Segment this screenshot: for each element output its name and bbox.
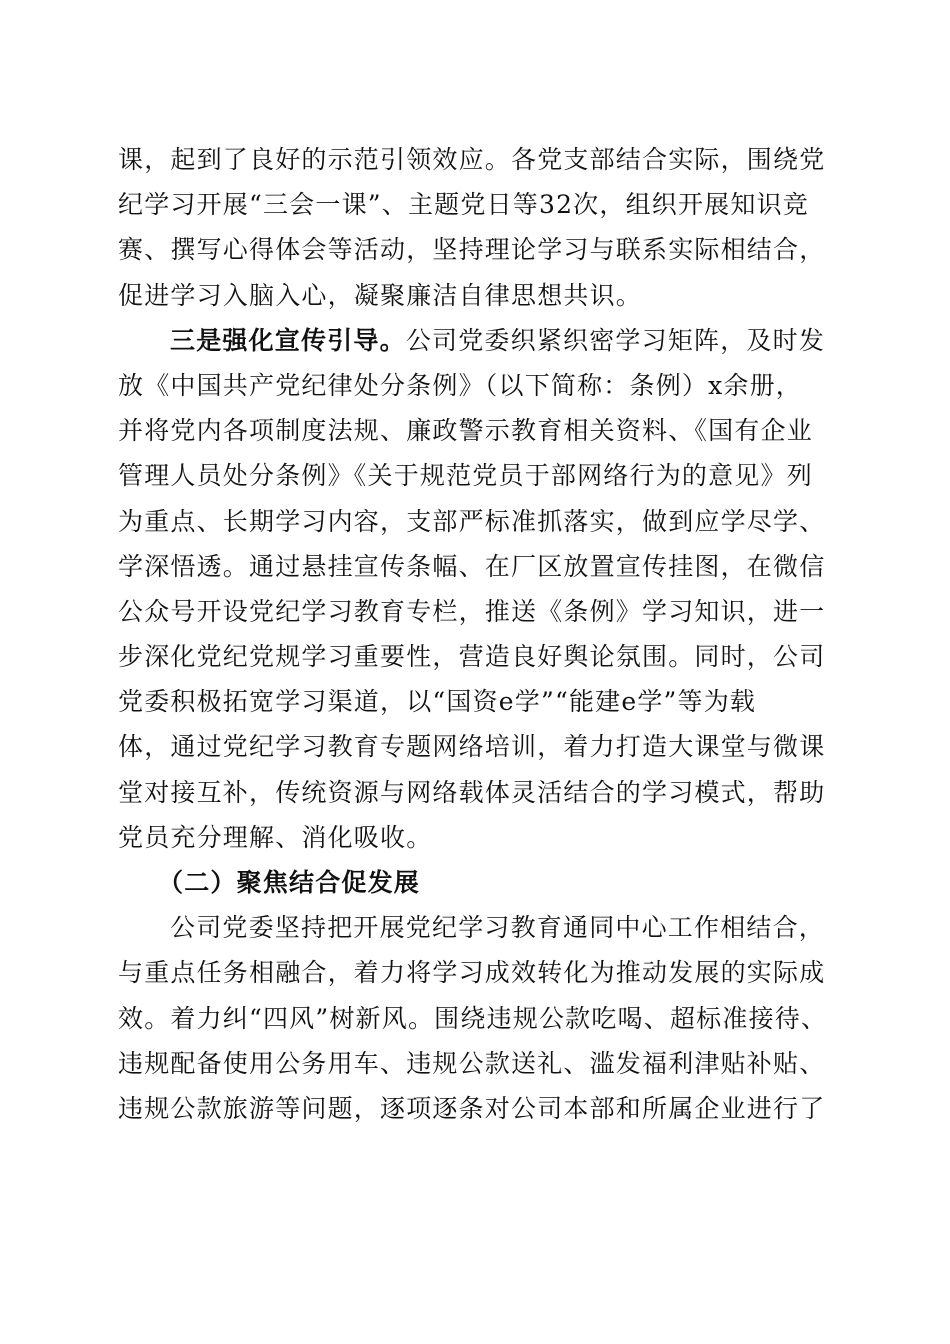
text-line: 步深化党纪党规学习重要性，营造良好舆论氛围。同时，公司 xyxy=(118,642,826,672)
text-line: 促进学习入脑入心，凝聚廉洁自律思想共识。 xyxy=(118,280,643,310)
text-line: 赛、撰写心得体会等活动，坚持理论学习与联系实际相结合， xyxy=(118,235,826,265)
text-line: 纪学习开展“三会一课”、主题党日等32次，组织开展知识竞 xyxy=(118,190,809,220)
paragraph-2 xyxy=(118,318,826,860)
paragraph-3 xyxy=(118,905,828,1131)
text-line: 公司党委坚持把开展党纪学习教育通同中心工作相结合， xyxy=(170,913,826,943)
text-line: 违规公款旅游等问题，逐项逐条对公司本部和所属企业进行了 xyxy=(118,1093,826,1123)
text-line: 为重点、长期学习内容，支部严标准抓落实，做到应学尽学、 xyxy=(118,506,826,536)
text-line: 并将党内各项制度法规、廉政警示教育相关资料、《国有企业 xyxy=(118,416,813,446)
text-line: 违规配备使用公务用车、违规公款送礼、滥发福利津贴补贴、 xyxy=(118,1048,826,1078)
text-line: 管理人员处分条例》《关于规范党员于部网络行为的意见》列 xyxy=(118,461,813,491)
text-line: 公众号开设党纪学习教育专栏，推送《条例》学习知识，进一 xyxy=(118,596,826,626)
paragraph-lead-bold: 三是强化宣传引导。 xyxy=(170,325,406,355)
text-line: 党员充分理解、消化吸收。 xyxy=(118,822,433,852)
text-line: 与重点任务相融合，着力将学习成效转化为推动发展的实际成 xyxy=(118,958,826,988)
text-line: 党委积极拓宽学习渠道，以“国资e学”“能建e学”等为载 xyxy=(118,687,757,717)
paragraph-1 xyxy=(118,137,826,318)
text-line xyxy=(118,318,826,363)
text-line: 放《中国共产党纪律处分条例》（以下简称：条例）x余册， xyxy=(118,370,803,400)
text-line: 体，通过党纪学习教育专题网络培训，着力打造大课堂与微课 xyxy=(118,732,826,762)
text-line: 学深悟透。通过悬挂宣传条幅、在厂区放置宣传挂图，在微信 xyxy=(118,551,826,581)
text-span: 公司党委织紧织密学习矩阵，及时发 xyxy=(405,325,826,355)
text-line: 堂对接互补，传统资源与网络载体灵活结合的学习模式，帮助 xyxy=(118,777,826,807)
text-line: 课，起到了良好的示范引领效应。各党支部结合实际，围绕党 xyxy=(118,145,826,174)
section-heading: （二）聚焦结合促发展 xyxy=(158,868,421,897)
text-line: 效。着力纠“四风”树新风。围绕违规公款吃喝、超标准接待、 xyxy=(118,1003,828,1033)
document-body xyxy=(118,137,828,1131)
